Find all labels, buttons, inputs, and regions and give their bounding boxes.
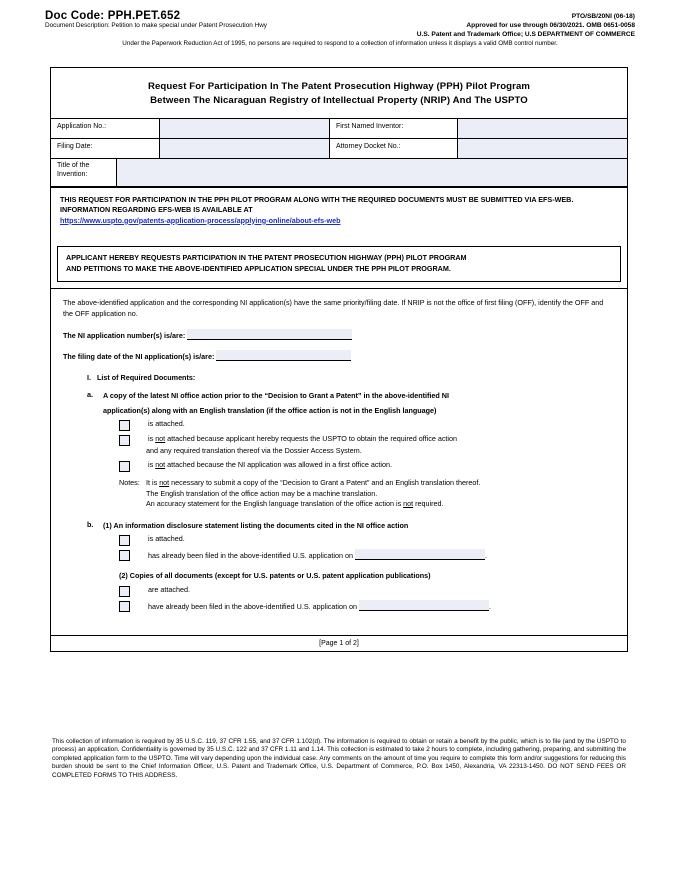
- row-filingdate-docket: [51, 139, 627, 159]
- checkbox-row-a2[interactable]: [63, 434, 615, 446]
- checkbox-b2a[interactable]: [119, 586, 130, 597]
- paperwork-burden-statement: This collection of information is required by 35 U.S.C. 119, 37 CFR 1.55, and 37 CFR 1.102(d). The information is required to obtain or retain a benefit by the public, which is to file (and by the USPTO to process) an application. Confidentiality is governed by 35 U.S.C. 122 and 37 CFR 1.11 and 1.14. This collection is estimated to take 2 hours to complete, including gathering, preparing, and submitting the completed application form to the USPTO. Time will vary depending upon the individual case. Any comments on the amount of time you require to complete this form and/or suggestions for reducing this burden should be sent to the Chief Information Officer, U.S. Patent and Trademark Office, U.S. Department of Commerce, P.O. Box 1450, Alexandria, VA 22313-1450. DO NOT SEND FEES OR COMPLETED FORMS TO THIS ADDRESS.: [52, 738, 626, 779]
- section-I-number: I.: [87, 373, 91, 383]
- ni-filing-date-label: The filing date of the NI application(s) is/are:: [63, 352, 215, 362]
- filing-date-label: Filing Date:: [57, 142, 93, 150]
- agency-text: U.S. Patent and Trademark Office; U.S DEPARTMENT OF COMMERCE: [416, 30, 635, 38]
- checkbox-b2a-label: are attached.: [148, 585, 190, 595]
- efs-web-notice: [51, 187, 627, 234]
- row-application-inventor: [51, 119, 627, 139]
- attorney-docket-label: Attorney Docket No.:: [329, 139, 457, 158]
- checkbox-a3[interactable]: [119, 461, 130, 472]
- page-header: [45, 10, 635, 47]
- checkbox-b1a-label: is attached.: [148, 534, 185, 544]
- ni-filing-date-input[interactable]: [216, 350, 351, 361]
- efs-web-notice-text: THIS REQUEST FOR PARTICIPATION IN THE PPH PILOT PROGRAM ALONG WITH THE REQUIRED DOCUMENTS MUST BE SUBMITTED VIA EFS-WEB. INFORMATION REGARDING EFS-WEB IS AVAILABLE AT: [60, 194, 574, 215]
- application-no-input[interactable]: [159, 119, 329, 138]
- attorney-docket-input[interactable]: [457, 139, 627, 158]
- doc-code: Doc Code: PPH.PET.652: [45, 10, 181, 22]
- paperwork-notice: Under the Paperwork Reduction Act of 1995, no persons are required to respond to a collection of information unless it displays a valid OMB control number.: [122, 40, 558, 48]
- checkbox-a1[interactable]: [119, 420, 130, 431]
- checkbox-b1a[interactable]: [119, 535, 130, 546]
- checkbox-b2b[interactable]: [119, 601, 130, 612]
- item-b: [63, 520, 615, 531]
- identification-fields: [51, 118, 627, 187]
- b1b-date-input[interactable]: [355, 549, 485, 560]
- page-number-footer: [Page 1 of 2]: [51, 635, 627, 651]
- item-a: [63, 390, 615, 416]
- title-of-invention-input[interactable]: [116, 159, 627, 186]
- doc-description: Document Description: Petition to make special under Patent Prosecution Hwy: [45, 22, 268, 29]
- checkbox-b1b-label: has already been filed in the above-identified U.S. application on .: [148, 551, 487, 561]
- pto-form-number: PTO/SB/20NI (06-18): [571, 13, 635, 20]
- checkbox-row-b1a[interactable]: [63, 534, 615, 546]
- application-no-label: Application No.:: [57, 122, 107, 130]
- first-named-inventor-input[interactable]: [457, 119, 627, 138]
- section-I-title: List of Required Documents:: [97, 373, 196, 383]
- note-3: An accuracy statement for the English language translation of the office action is not required.: [146, 499, 444, 509]
- item-b-heading2: (2) Copies of all documents (except for U.S. patents or U.S. patent application publications): [119, 571, 431, 581]
- item-a-text-line1: A copy of the latest NI office action prior to the “Decision to Grant a Patent” in the above-identified NI: [103, 390, 449, 400]
- b2b-date-input[interactable]: [359, 600, 489, 611]
- request-notice-line1: APPLICANT HEREBY REQUESTS PARTICIPATION IN THE PATENT PROSECUTION HIGHWAY (PPH) PILOT PROGRAM: [66, 253, 467, 263]
- filing-date-input[interactable]: [159, 139, 329, 158]
- item-a-text-line2: application(s) along with an English translation (if the office action is not in the English language): [103, 406, 437, 416]
- ni-application-number-label: The NI application number(s) is/are:: [63, 330, 186, 340]
- first-named-inventor-label: First Named Inventor:: [329, 119, 457, 138]
- row-title-of-invention: [51, 159, 627, 187]
- spacer: [51, 234, 627, 240]
- request-participation-notice: [57, 246, 621, 282]
- checkbox-b1b[interactable]: [119, 550, 130, 561]
- notes-label: Notes:: [119, 478, 140, 488]
- form-body: [51, 288, 627, 635]
- bottom-spacer: [63, 613, 615, 625]
- checkbox-row-b2a[interactable]: [63, 585, 615, 597]
- section-I-heading: [63, 373, 615, 384]
- notes-body: [63, 478, 615, 510]
- form-title: [51, 68, 627, 118]
- checkbox-row-b2b[interactable]: [63, 600, 615, 613]
- form-title-line2: Between The Nicaraguan Registry of Intellectual Property (NRIP) And The USPTO: [150, 94, 528, 106]
- item-a-marker: a.: [87, 389, 93, 399]
- ni-application-number-row: [63, 329, 615, 342]
- checkbox-a2-continuation: and any required translation thereof via the Dossier Access System.: [146, 446, 362, 456]
- form-frame: [50, 67, 628, 652]
- checkbox-row-a3[interactable]: [63, 460, 615, 472]
- checkbox-a1-label: is attached.: [148, 419, 185, 429]
- note-2: The English translation of the office action may be a machine translation.: [146, 488, 378, 498]
- checkbox-a3-label: is not attached because the NI application was allowed in a first office action.: [148, 460, 392, 470]
- item-b-marker: b.: [87, 520, 94, 530]
- note-1: It is not necessary to submit a copy of the “Decision to Grant a Patent” and an English translation thereof.: [146, 477, 481, 487]
- intro-paragraph: The above-identified application and the corresponding NI application(s) have the same priority/filing date. If NRIP is not the office of first filing (OFF), identify the OFF and the OFF application no.: [63, 298, 604, 318]
- checkbox-a2[interactable]: [119, 435, 130, 446]
- item-b-heading1: (1) An information disclosure statement listing the documents cited in the NI office action: [103, 521, 409, 531]
- checkbox-a2-label: is not attached because applicant hereby requests the USPTO to obtain the required office action: [148, 434, 458, 444]
- checkbox-row-b1b[interactable]: [63, 549, 615, 562]
- approval-text: Approved for use through 06/30/2021. OMB 0651-0058: [466, 22, 635, 29]
- checkbox-row-a1[interactable]: [63, 419, 615, 431]
- checkbox-b2b-label: have already been filed in the above-identified U.S. application on .: [148, 602, 491, 612]
- form-title-line1: Request For Participation In The Patent Prosecution Highway (PPH) Pilot Program: [147, 81, 531, 92]
- request-notice-line2: AND PETITIONS TO MAKE THE ABOVE-IDENTIFIED APPLICATION SPECIAL UNDER THE PPH PILOT PROGRAM.: [66, 263, 451, 273]
- title-of-invention-label: Title of the Invention:: [57, 161, 90, 178]
- efs-web-link[interactable]: https://www.uspto.gov/patents-application-process/applying-online/about-efs-web: [60, 215, 341, 225]
- ni-application-number-input[interactable]: [187, 329, 352, 340]
- ni-filing-date-row: [63, 350, 615, 363]
